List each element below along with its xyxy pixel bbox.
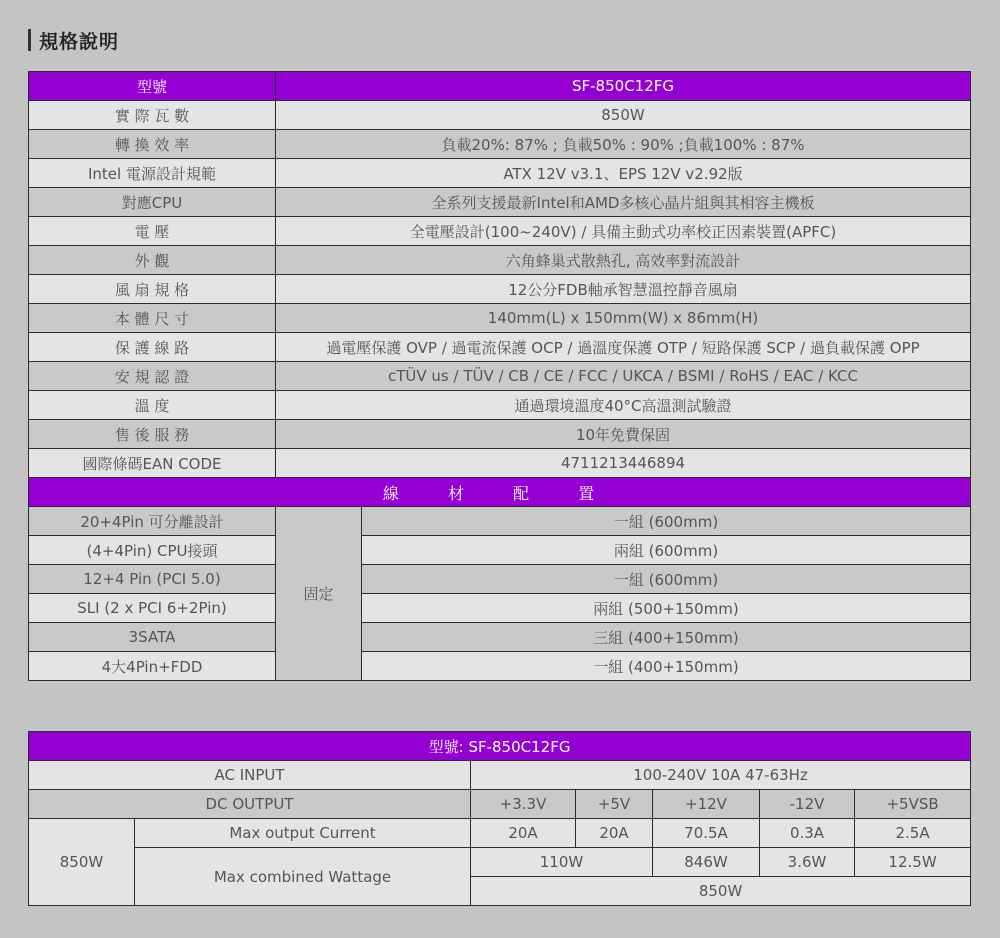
cable-fixed-label: 固定 [276, 507, 362, 681]
rail-label: -12V [760, 790, 855, 819]
rail-label: +12V [653, 790, 760, 819]
cable-name: 12+4 Pin (PCI 5.0) [29, 565, 276, 594]
cable-value: 一組 (600mm) [362, 507, 971, 536]
max-current-value: 70.5A [653, 819, 760, 848]
spec-header-value: SF-850C12FG [276, 72, 971, 101]
combined-wattage-33-5: 110W [471, 848, 653, 877]
spec-row [29, 275, 971, 304]
spec-row [29, 130, 971, 159]
combined-wattage-row [29, 848, 971, 877]
dc-output-row [29, 790, 971, 819]
spec-row-label: 安 規 認 證 [29, 362, 276, 391]
spec-row [29, 362, 971, 391]
spec-row-value: 850W [276, 101, 971, 130]
cable-name: SLI (2 x PCI 6+2Pin) [29, 594, 276, 623]
cable-row [29, 565, 971, 594]
max-current-value: 2.5A [855, 819, 971, 848]
cable-value: 一組 (600mm) [362, 565, 971, 594]
spec-row-label: Intel 電源設計規範 [29, 159, 276, 188]
power-table [28, 731, 971, 906]
max-current-row [29, 819, 971, 848]
spec-row-label: 電 壓 [29, 217, 276, 246]
ac-input-row [29, 761, 971, 790]
cable-config-header: 線 材 配 置 [29, 478, 971, 507]
rail-label: +3.3V [471, 790, 576, 819]
spec-row [29, 391, 971, 420]
cable-row [29, 594, 971, 623]
dc-output-label: DC OUTPUT [29, 790, 471, 819]
ac-input-label: AC INPUT [29, 761, 471, 790]
power-header-row [29, 732, 971, 761]
cable-name: 3SATA [29, 623, 276, 652]
title-accent-bar [28, 29, 31, 51]
spec-row [29, 159, 971, 188]
spec-header-label: 型號 [29, 72, 276, 101]
cable-name: 20+4Pin 可分離設計 [29, 507, 276, 536]
cable-row [29, 507, 971, 536]
cable-row [29, 536, 971, 565]
max-combined-label: Max combined Wattage [135, 848, 471, 906]
spec-row-value: 六角蜂巢式散熱孔, 高效率對流設計 [276, 246, 971, 275]
rail-label: +5V [576, 790, 653, 819]
max-current-label: Max output Current [135, 819, 471, 848]
spec-row [29, 420, 971, 449]
spec-row [29, 304, 971, 333]
spec-row-value: 10年免費保固 [276, 420, 971, 449]
spec-row-value: 通過環境溫度40°C高溫測試驗證 [276, 391, 971, 420]
ac-input-value: 100-240V 10A 47-63Hz [471, 761, 971, 790]
combined-wattage-5vsb: 12.5W [855, 848, 971, 877]
spec-row [29, 246, 971, 275]
spec-row-value: 140mm(L) x 150mm(W) x 86mm(H) [276, 304, 971, 333]
rail-label: +5VSB [855, 790, 971, 819]
cable-header-row [29, 478, 971, 507]
spec-row-value: ATX 12V v3.1、EPS 12V v2.92版 [276, 159, 971, 188]
max-current-value: 0.3A [760, 819, 855, 848]
spec-row [29, 101, 971, 130]
spec-row-value: 過電壓保護 OVP / 過電流保護 OCP / 過溫度保護 OTP / 短路保護 SCP / 過負載保護 OPP [276, 333, 971, 362]
combined-wattage-n12: 3.6W [760, 848, 855, 877]
total-wattage-label: 850W [29, 819, 135, 906]
spec-row [29, 449, 971, 478]
spec-row-value: 12公分FDB軸承智慧溫控靜音風扇 [276, 275, 971, 304]
cable-value: 三組 (400+150mm) [362, 623, 971, 652]
cable-name: (4+4Pin) CPU接頭 [29, 536, 276, 565]
page-title: 規格說明 [39, 30, 120, 53]
cable-row [29, 623, 971, 652]
spec-row [29, 333, 971, 362]
spec-row [29, 188, 971, 217]
spec-row-value: 4711213446894 [276, 449, 971, 478]
spec-header-row [29, 72, 971, 101]
max-current-value: 20A [471, 819, 576, 848]
spec-row [29, 217, 971, 246]
spec-row-value: 全電壓設計(100~240V) / 具備主動式功率校正因素裝置(APFC) [276, 217, 971, 246]
spec-table [28, 71, 971, 681]
spec-row-value: 全系列支援最新Intel和AMD多核心晶片組與其相容主機板 [276, 188, 971, 217]
spec-row-label: 本 體 尺 寸 [29, 304, 276, 333]
page-title-bar [28, 28, 119, 52]
combined-wattage-total: 850W [471, 877, 971, 906]
spec-row-label: 對應CPU [29, 188, 276, 217]
cable-value: 兩組 (500+150mm) [362, 594, 971, 623]
cable-name: 4大4Pin+FDD [29, 652, 276, 681]
spec-row-label: 保 護 線 路 [29, 333, 276, 362]
spec-row-label: 實 際 瓦 數 [29, 101, 276, 130]
spec-row-value: cTÜV us / TÜV / CB / CE / FCC / UKCA / BSMI / RoHS / EAC / KCC [276, 362, 971, 391]
spec-row-label: 售 後 服 務 [29, 420, 276, 449]
combined-wattage-12: 846W [653, 848, 760, 877]
cable-value: 兩組 (600mm) [362, 536, 971, 565]
power-header: 型號: SF-850C12FG [29, 732, 971, 761]
spec-row-value: 負載20%: 87% ; 負載50% : 90% ;負載100% : 87% [276, 130, 971, 159]
spec-row-label: 外 觀 [29, 246, 276, 275]
cable-row [29, 652, 971, 681]
max-current-value: 20A [576, 819, 653, 848]
spec-row-label: 國際條碼EAN CODE [29, 449, 276, 478]
cable-value: 一組 (400+150mm) [362, 652, 971, 681]
spec-row-label: 風 扇 規 格 [29, 275, 276, 304]
spec-row-label: 溫 度 [29, 391, 276, 420]
spec-row-label: 轉 換 效 率 [29, 130, 276, 159]
